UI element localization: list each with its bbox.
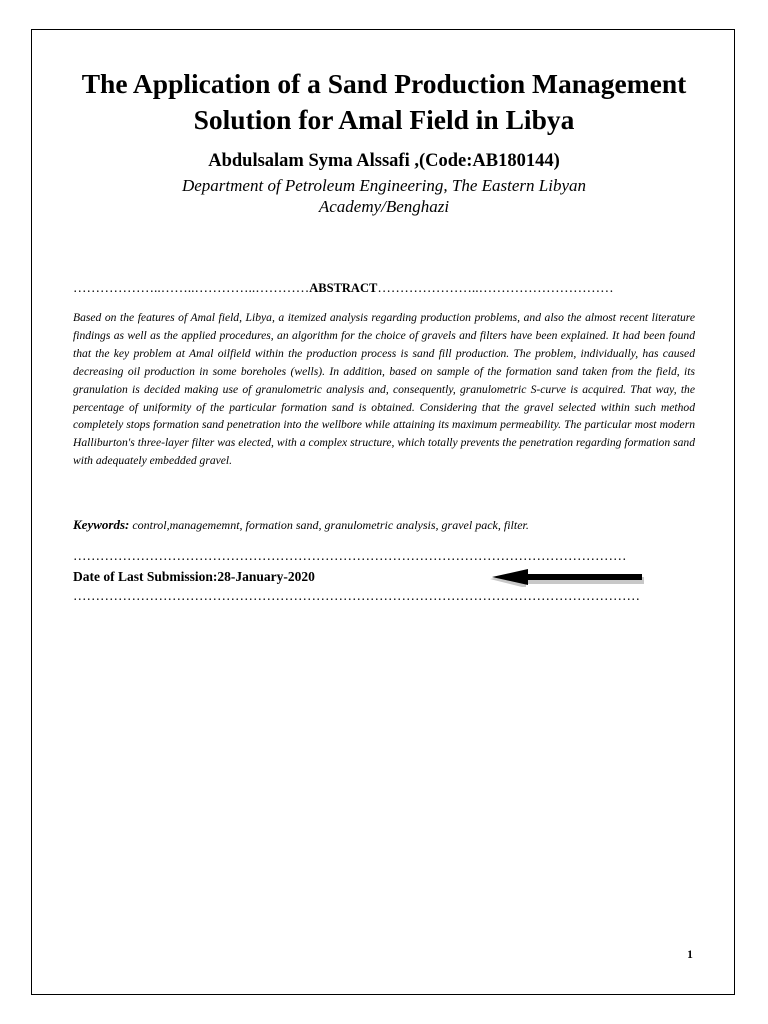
page-border <box>31 29 735 995</box>
separator-bottom: ……………………………………………………………………………………………………………… <box>73 588 640 603</box>
page-number: 1 <box>687 949 693 961</box>
abstract-leader-right: …………………..………………………… <box>377 280 614 295</box>
abstract-heading-line <box>73 280 683 296</box>
separator-top: …………………………………………………………………………………………………………… <box>73 548 627 563</box>
paper-title: The Application of a Sand Production Management Solution for Amal Field in Libya <box>81 68 687 135</box>
abstract-text: Based on the features of Amal field, Libya, a itemized analysis regarding production problems, and also the almost recent literature findings as well as the applied procedures, an algorithm for the choice of gravels and filters have been explained. It had been found that the key problem at Amal oilfield within the production process is sand fill production. The problem, individually, has caused decreasing oil production in some boreholes (wells). In addition, based on sample of the formation sand taken from the field, its granulation is decided making use of granulometric analysis and, consequently, granulometric S-curve is acquired. That way, the percentage of uniformity of the particular formation sand is obtained. Considering that the gravel selected within such method completely stops formation sand penetration into the wellbore while attaining its maximum permeability. The particular most modern Halliburton's three-layer filter was elected, with a complex structure, which totally prevents the penetration regarding formation sand with adequately embedded gravel. <box>73 311 695 468</box>
affiliation-line: Department of Petroleum Engineering, The Eastern Libyan Academy/Benghazi <box>181 176 586 216</box>
author-line: Abdulsalam Syma Alssafi ,(Code:AB180144) <box>208 151 560 171</box>
abstract-leader-left: ………………..……..…………..………… <box>73 280 310 295</box>
left-arrow-icon <box>486 569 646 587</box>
keywords-text: control,managememnt, formation sand, granulometric analysis, gravel pack, filter. <box>129 518 529 532</box>
keywords-label: Keywords: <box>73 517 130 532</box>
submission-date: Date of Last Submission:28-January-2020 <box>73 569 315 584</box>
abstract-heading: ABSTRACT <box>309 281 378 295</box>
keywords-line <box>73 516 695 534</box>
